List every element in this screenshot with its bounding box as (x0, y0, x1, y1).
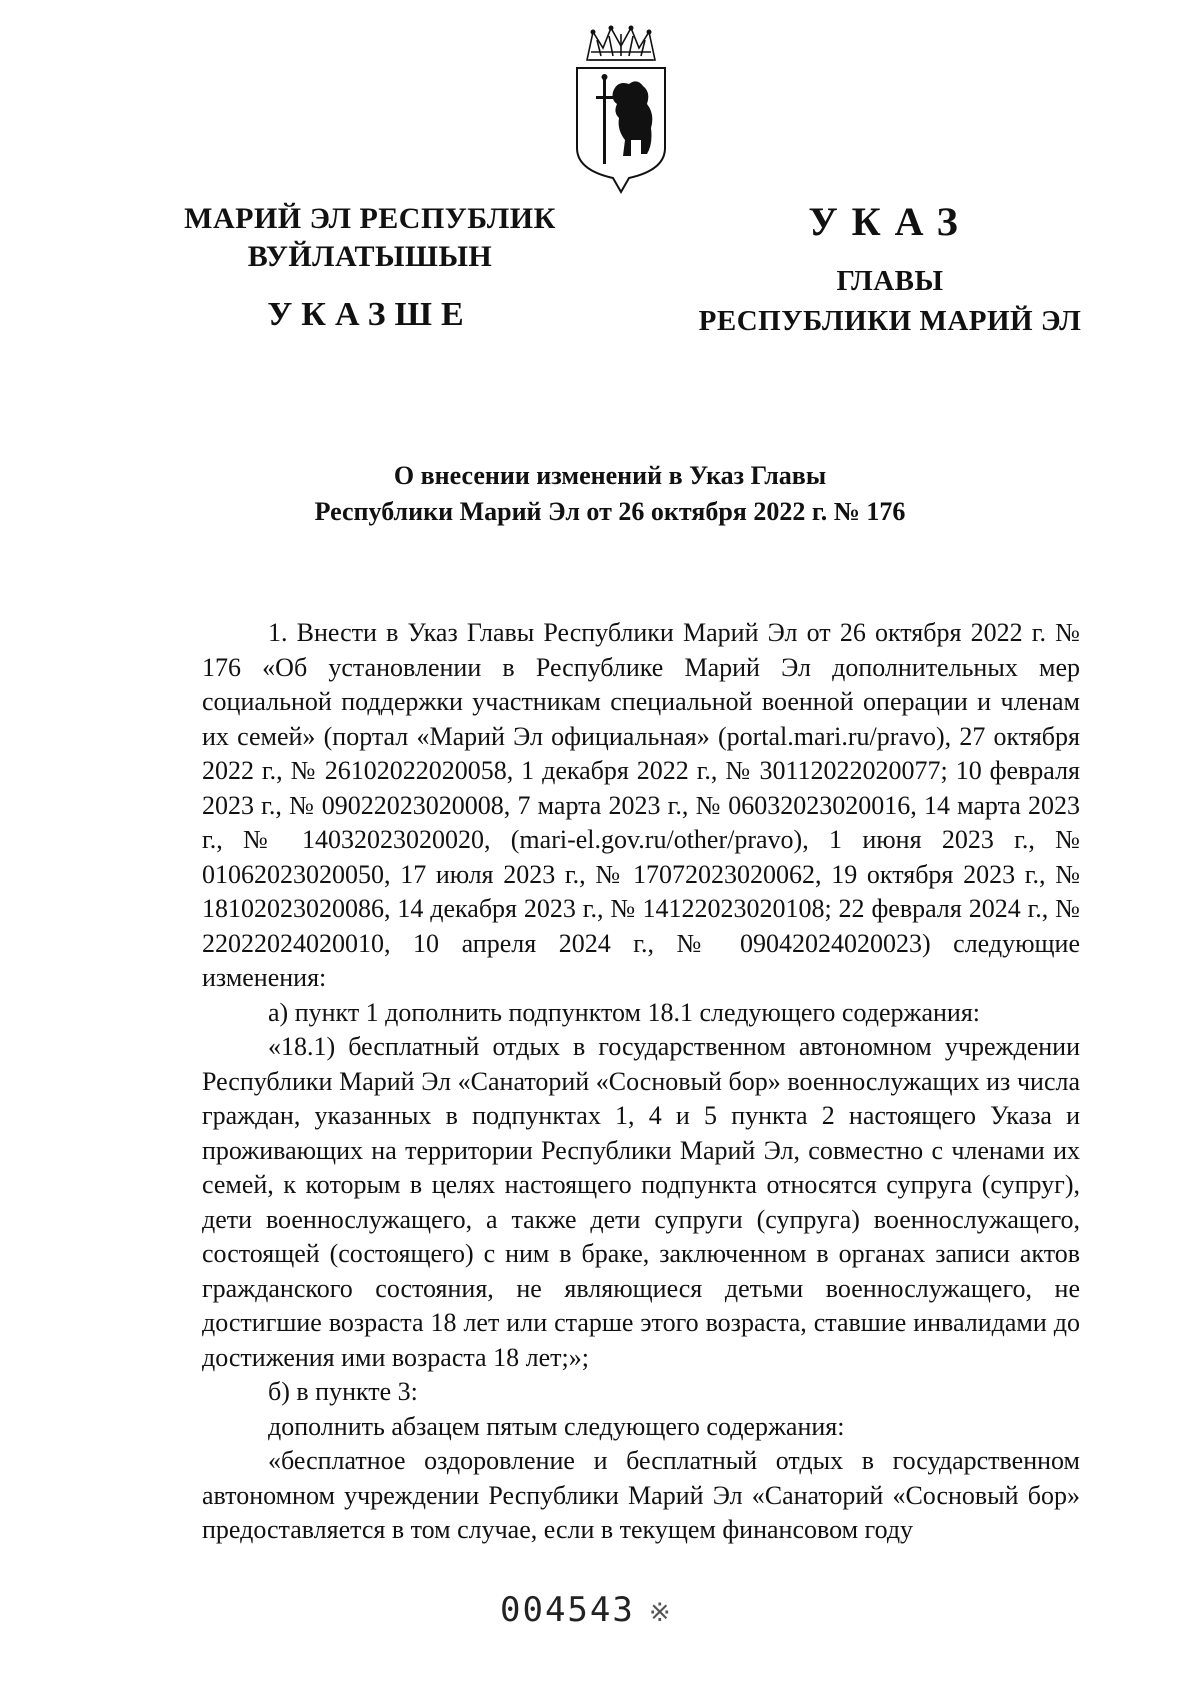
serial-mark-icon: ※ (648, 1598, 673, 1628)
coat-of-arms-emblem (573, 22, 669, 200)
header-right-line2: ГЛАВЫ (836, 265, 944, 297)
document-body (202, 616, 1080, 1548)
header-left-line3: УКАЗШЕ (267, 296, 473, 333)
serial-number (500, 1590, 720, 1630)
document-title (180, 458, 1040, 530)
header-left-line1: МАРИЙ ЭЛ РЕСПУБЛИК (184, 202, 556, 235)
paragraph-a: а) пункт 1 дополнить подпунктом 18.1 следующего содержания: (268, 997, 981, 1027)
paragraph-b-sub: дополнить абзацем пятым следующего содержания: (268, 1411, 845, 1441)
paragraph-1: 1. Внести в Указ Главы Республики Марий Эл от 26 октября 2022 г. № 176 «Об установлении в Республике Марий Эл дополнительных мер социальной поддержки участникам специальной военной операции и членам их семей» (портал «Марий Эл официальная» (portal.mari.ru/pravo), 27 октября 2022 г., № 26102022020058, 1 декабря 2022 г., № 30112022020077; 10 февраля 2023 г., № 09022023020008, 7 марта 2023 г., № 06032023020016, 14 марта 2023 г., № 14032023020020, (mari-el.gov.ru/other/pravo), 1 июня 2023 г., № 01062023020050, 17 июля 2023 г., № 17072023020062, 19 октября 2023 г., № 18102023020086, 14 декабря 2023 г., № 14122023020108; 22 февраля 2024 г., № 22022024020010, 10 апреля 2024 г., № 09042024020023) следующие изменения: (202, 618, 1080, 992)
paragraph-18-1: «18.1) бесплатный отдых в государственном автономном учреждении Республики Марий Эл «Санаторий «Сосновый бор» военнослужащих из числа граждан, указанных в подпунктах 1, 4 и 5 пункта 2 настоящего Указа и проживающих на территории Республики Марий Эл, совместно с членами их семей, к которым в целях настоящего подпункта относятся супруга (супруг), дети военнослужащего, а также дети супруги (супруга) военнослужащего, состоящей (состоящего) с ним в браке, заключенном в органах записи актов гражданского состояния, не являющиеся детьми военнослужащего, не достигшие возраста 18 лет или старше этого возраста, ставшие инвалидами до достижения ими возраста 18 лет;»; (202, 1032, 1080, 1372)
title-line1: О внесении изменений в Указ Главы (393, 461, 827, 490)
header-left-line2: ВУЙЛАТЫШЫН (247, 240, 493, 273)
coat-of-arms-bear-icon (573, 22, 669, 200)
serial-number-text: 004543 (500, 1590, 635, 1630)
title-line2: Республики Марий Эл от 26 октября 2022 г. № 176 (314, 497, 906, 526)
paragraph-last: «бесплатное оздоровление и бесплатный отдых в государственном автономном учреждении Республики Марий Эл «Санаторий «Сосновый бор» предоставляется в том случае, если в текущем финансовом году (202, 1446, 1080, 1544)
paragraph-b: б) в пункте 3: (268, 1377, 418, 1406)
header-right-line1: УКАЗ (808, 199, 972, 244)
header-right-line3: РЕСПУБЛИКИ МАРИЙ ЭЛ (698, 305, 1082, 337)
